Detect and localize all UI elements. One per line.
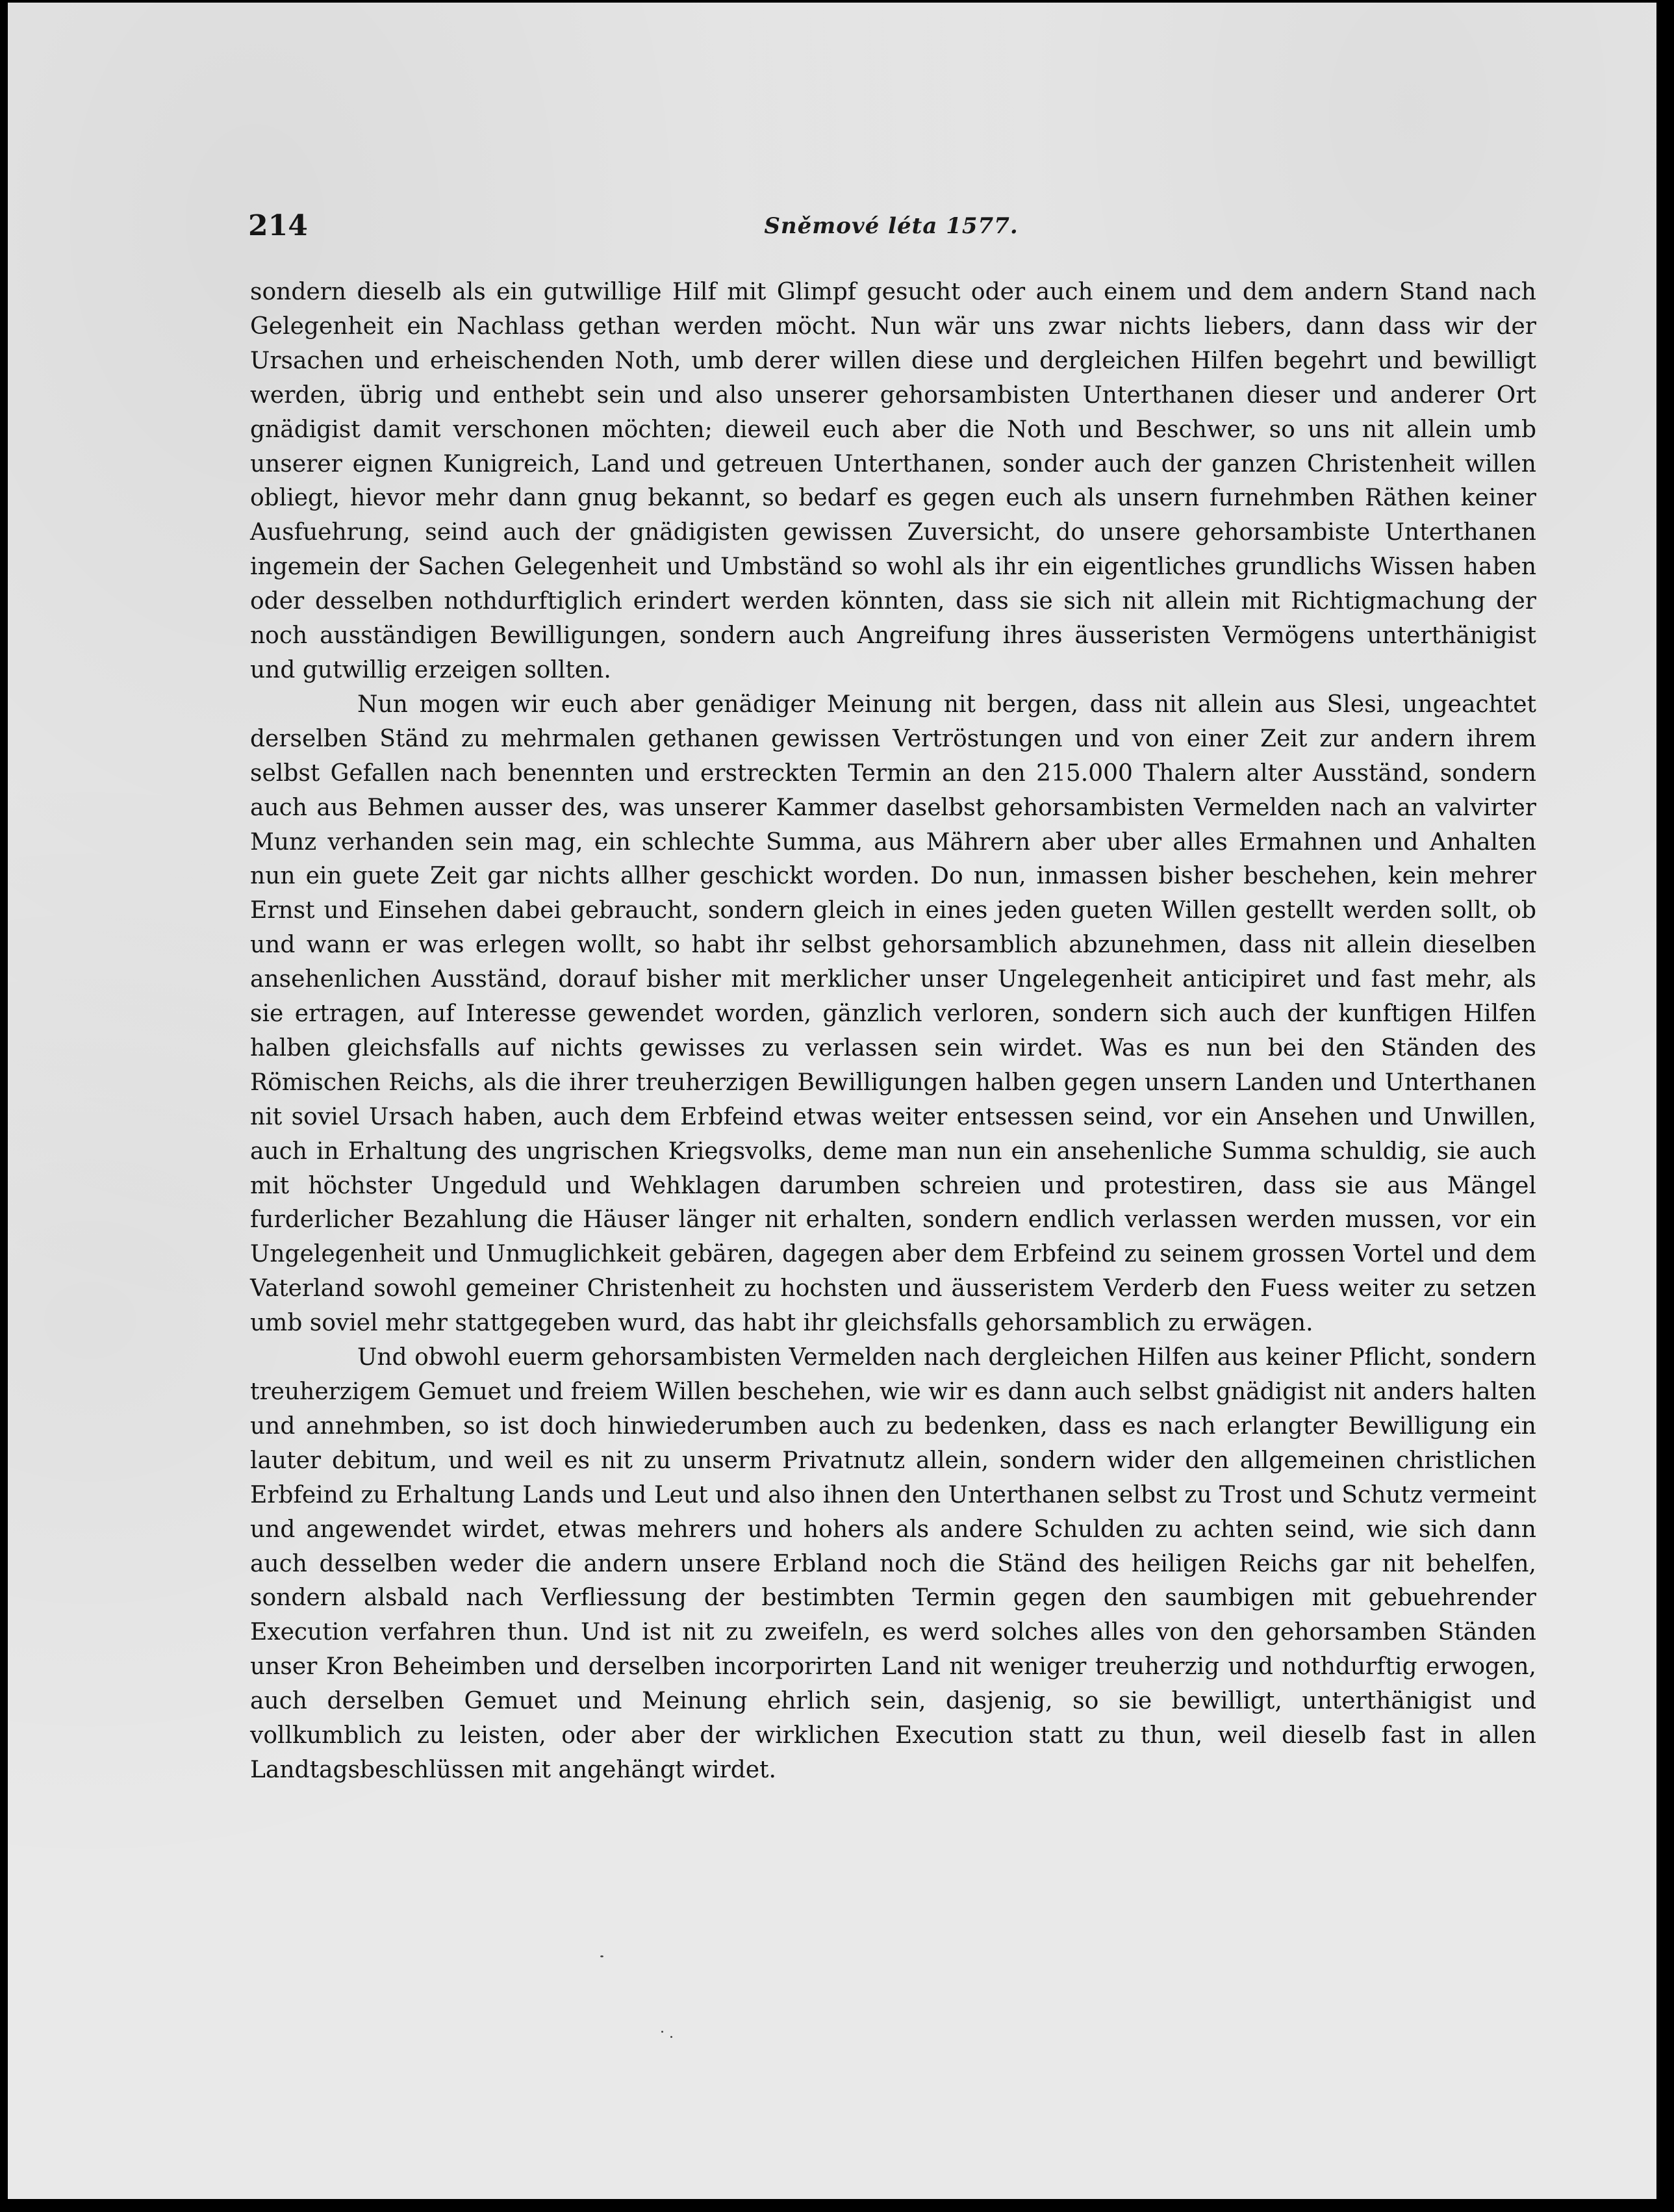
- scan-speck: [670, 2036, 672, 2038]
- paragraph-1: sondern dieselb als ein gutwillige Hilf mit Glimpf gesucht oder auch einem und dem andern Stand nach Gelegenheit ein Nachlass gethan werden möcht. Nun wär uns zwar nichts liebers, dann dass wir der Ursachen und erheischenden Noth, umb derer willen diese und dergleichen Hilfen begehrt und bewilligt werden, übrig und enthebt sein und also unserer gehorsambisten Unterthanen dieser und anderer Ort gnädigist damit verschonen möchten; dieweil euch aber die Noth und Beschwer, so uns nit allein umb unserer eignen Kunigreich, Land und getreuen Unterthanen, sonder auch der ganzen Christenheit willen obliegt, hievor mehr dann gnug bekannt, so bedarf es gegen euch als unsern furnehmben Räthen keiner Ausfuehrung, seind auch der gnädigisten gewissen Zuversicht, do unsere gehorsambiste Unterthanen ingemein der Sachen Gelegenheit und Umbständ so wohl als ihr ein eigentliches grundlichs Wissen haben oder desselben nothdurftiglich erindert werden könnten, dass sie sich nit allein mit Richtigmachung der noch ausständigen Bewilligungen, sondern auch Angreifung ihres äusseristen Vermögens unterthänigist und gutwillig erzeigen sollten.: [250, 279, 1536, 683]
- document-page: [8, 3, 1656, 2199]
- scan-speck: [600, 1955, 603, 1957]
- paragraph-3: Und obwohl euerm gehorsambisten Vermelden nach dergleichen Hilfen aus keiner Pflicht, sondern treuherzigem Gemuet und freiem Willen beschehen, wie wir es dann auch selbst gnädigist nit anders halten und annehmben, so ist doch hinwiederumben auch zu bedenken, dass es nach erlangter Bewilligung ein lauter debitum, und weil es nit zu unserm Privatnutz allein, sondern wider den allgemeinen christlichen Erbfeind zu Erhaltung Lands und Leut und also ihnen den Unterthanen selbst zu Trost und Schutz vermeint und angewendet wirdet, etwas mehrers und hohers als andere Schulden zu achten seind, wie sich dann auch desselben weder die andern unsere Erbland noch die Ständ des heiligen Reichs gar nit behelfen, sondern alsbald nach Verfliessung der bestimbten Termin gegen den saumbigen mit gebuehrender Execution verfahren thun. Und ist nit zu zweifeln, es werd solches alles von den gehorsamben Ständen unser Kron Beheimben und derselben incorporirten Land nit weniger treuherzig und nothdurftig erwogen, auch derselben Gemuet und Meinung ehrlich sein, dasjenig, so sie bewilligt, unterthänigist und vollkumblich zu leisten, oder aber der wirklichen Execution statt zu thun, weil dieselb fast in allen Landtagsbeschlüssen mit angehängt wirdet.: [250, 1344, 1536, 1783]
- running-title: Sněmové léta 1577.: [764, 213, 1019, 239]
- page-header: [248, 209, 1534, 248]
- scan-speck: [661, 2031, 663, 2033]
- body-text: [250, 275, 1536, 1788]
- page-number: 214: [248, 209, 308, 242]
- paragraph-2: Nun mogen wir euch aber genädiger Meinung nit bergen, dass nit allein aus Slesi, ungeachtet derselben Ständ zu mehrmalen gethanen gewissen Vertröstungen und von einer Zeit zur andern ihrem selbst Gefallen nach benennten und erstreckten Termin an den 215.000 Thalern alter Ausständ, sondern auch aus Behmen ausser des, was unserer Kammer daselbst gehorsambisten Vermelden nach an valvirter Munz verhanden sein mag, ein schlechte Summa, aus Mährern aber uber alles Ermahnen und Anhalten nun ein guete Zeit gar nichts allher geschickt worden. Do nun, inmassen bisher beschehen, kein mehrer Ernst und Einsehen dabei gebraucht, sondern gleich in eines jeden gueten Willen gestellt werden sollt, ob und wann er was erlegen wollt, so habt ihr selbst gehorsamblich abzunehmen, dass nit allein dieselben ansehenlichen Ausständ, dorauf bisher mit merklicher unser Ungelegenheit anticipiret und fast mehr, als sie ertragen, auf Interesse gewendet worden, gänzlich verloren, sondern sich auch der kunftigen Hilfen halben gleichsfalls auf nichts gewisses zu verlassen sein wirdet. Was es nun bei den Ständen des Römischen Reichs, als die ihrer treuherzigen Bewilligungen halben gegen unsern Landen und Unterthanen nit soviel Ursach haben, auch dem Erbfeind etwas weiter entsessen seind, vor ein Ansehen und Unwillen, auch in Erhaltung des ungrischen Kriegsvolks, deme man nun ein ansehenliche Summa schuldig, sie auch mit höchster Ungeduld und Wehklagen darumben schreien und protestiren, dass sie aus Mängel furderlicher Bezahlung die Häuser länger nit erhalten, sondern endlich verlassen werden mussen, vor ein Ungelegenheit und Unmuglichkeit gebären, dagegen aber dem Erbfeind zu seinem grossen Vortel und dem Vaterland sowohl gemeiner Christenheit zu hochsten und äusseristem Verderb den Fuess weiter zu setzen umb soviel mehr stattgegeben wurd, das habt ihr gleichsfalls gehorsamblich zu erwägen.: [250, 691, 1536, 1337]
